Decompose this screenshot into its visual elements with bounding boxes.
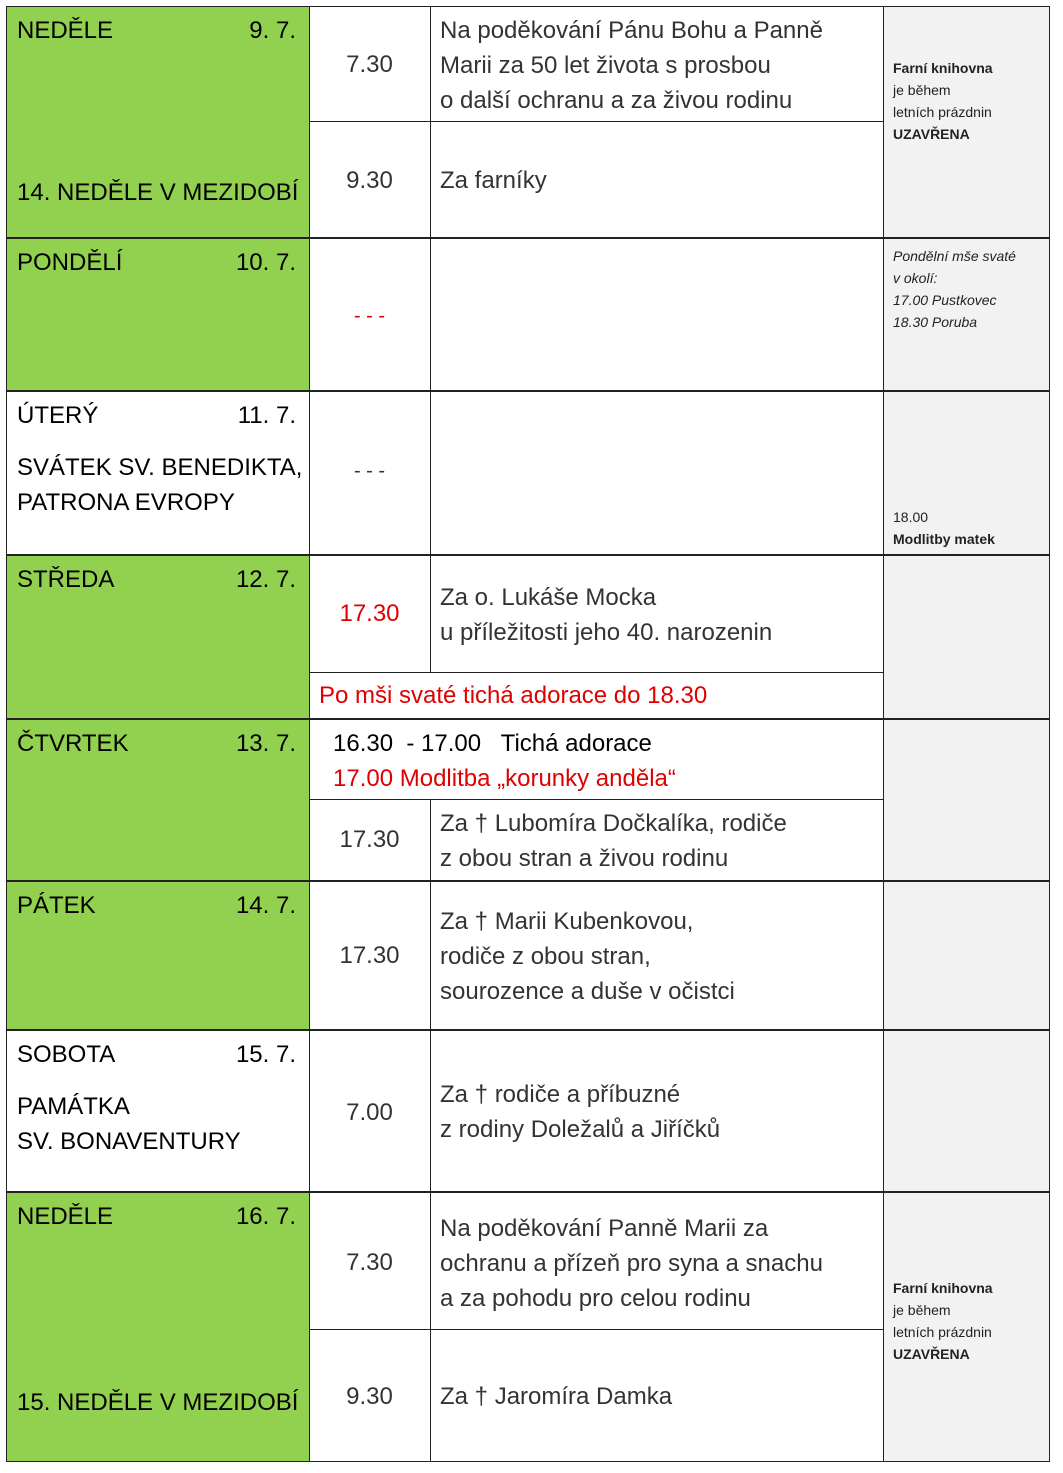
day-name: PONDĚLÍ	[17, 249, 123, 276]
day-block-sunday-9-7	[6, 6, 1050, 238]
mass-time: 9.30	[346, 167, 393, 194]
mass-time: - - -	[353, 305, 386, 327]
day-block-friday	[6, 881, 1050, 1030]
library-note	[893, 1277, 1043, 1365]
day-block-thursday	[6, 719, 1050, 881]
liturgical-day: 14. NEDĚLE V MEZIDOBÍ	[17, 179, 299, 206]
day-date: 16. 7.	[235, 1203, 296, 1230]
note-cell	[883, 556, 1049, 718]
day-block-tuesday	[6, 391, 1050, 555]
mass-time: 7.30	[346, 51, 393, 78]
monday-note	[893, 245, 1043, 333]
mass-intention: Za farníky	[440, 167, 547, 194]
mass-intention: Za o. Lukáše Mocka u příležitosti jeho 40. narozenin	[440, 584, 773, 646]
note-line: Modlitby matek	[893, 531, 995, 547]
day-name: PÁTEK	[17, 892, 96, 919]
mass-intention: Za † rodiče a příbuzné z rodiny Doležalů a Jiříčků	[440, 1081, 721, 1143]
day-block-wednesday	[6, 555, 1050, 719]
note-title: Farní knihovna	[893, 1280, 993, 1296]
library-note	[893, 57, 1043, 145]
mass-time: 17.30	[339, 826, 400, 853]
note-line: 18.00	[893, 509, 929, 525]
liturgical-day: 15. NEDĚLE V MEZIDOBÍ	[17, 1389, 299, 1416]
adoration-time: 16.30 - 17.00 Tichá adorace	[333, 730, 652, 757]
mass-intention: Na poděkování Pánu Bohu a Panně Marii za 50 let života s prosbou o další ochranu a za živou rodinu	[440, 17, 823, 114]
day-name: NEDĚLE	[17, 1203, 114, 1230]
day-date: 15. 7.	[235, 1041, 296, 1068]
day-block-saturday	[6, 1030, 1050, 1192]
note-line: letních prázdnin	[893, 104, 992, 120]
note-line: 17.00 Pustkovec	[893, 292, 997, 308]
note-title: Farní knihovna	[893, 60, 993, 76]
mass-intention: Za † Marii Kubenkovou, rodiče z obou stran, sourozence a duše v očistci	[440, 908, 735, 1005]
day-block-monday	[6, 238, 1050, 391]
mass-time: 9.30	[346, 1383, 393, 1410]
day-date: 12. 7.	[235, 566, 296, 593]
note-line: je během	[893, 82, 951, 98]
liturgical-day: PAMÁTKA SV. BONAVENTURY	[17, 1093, 241, 1155]
note-cell	[883, 1031, 1049, 1191]
day-name: ČTVRTEK	[17, 730, 129, 757]
note-line: v okolí:	[893, 270, 938, 286]
mass-time: - - -	[353, 460, 386, 482]
mass-intention: Na poděkování Panně Marii za ochranu a přízeň pro syna a snachu a za pohodu pro celou rodinu	[440, 1215, 823, 1312]
chaplet-prayer: 17.00 Modlitba „korunky anděla“	[333, 765, 676, 792]
mass-intention: Za † Jaromíra Damka	[440, 1383, 673, 1410]
day-name: NEDĚLE	[17, 17, 114, 44]
note-cell	[883, 720, 1049, 880]
note-line: letních prázdnin	[893, 1324, 992, 1340]
mass-intention: Za † Lubomíra Dočkalíka, rodiče z obou stran a živou rodinu	[440, 810, 787, 872]
note-line: je během	[893, 1302, 951, 1318]
note-line: 18.30 Poruba	[893, 314, 978, 330]
day-block-sunday-16-7	[6, 1192, 1050, 1462]
day-name: SOBOTA	[17, 1041, 116, 1068]
note-cell	[883, 882, 1049, 1029]
mass-time: 17.30	[339, 942, 400, 969]
day-date: 14. 7.	[235, 892, 296, 919]
day-date: 9. 7.	[249, 17, 296, 44]
day-date: 10. 7.	[235, 249, 296, 276]
day-cell	[7, 1193, 309, 1461]
liturgical-day: SVÁTEK SV. BENEDIKTA, PATRONA EVROPY	[17, 454, 303, 516]
note-line: Pondělní mše svaté	[893, 248, 1016, 264]
day-name: ÚTERÝ	[17, 402, 99, 429]
mothers-prayer-note	[893, 506, 1043, 550]
day-date: 11. 7.	[237, 402, 296, 429]
mass-time: 17.30	[339, 600, 400, 627]
mass-time: 7.00	[346, 1099, 393, 1126]
day-name: STŘEDA	[17, 566, 115, 593]
note-line: UZAVŘENA	[893, 126, 970, 142]
adoration-note: Po mši svaté tichá adorace do 18.30	[319, 682, 708, 709]
day-date: 13. 7.	[235, 730, 296, 757]
note-line: UZAVŘENA	[893, 1346, 970, 1362]
mass-time: 7.30	[346, 1249, 393, 1276]
